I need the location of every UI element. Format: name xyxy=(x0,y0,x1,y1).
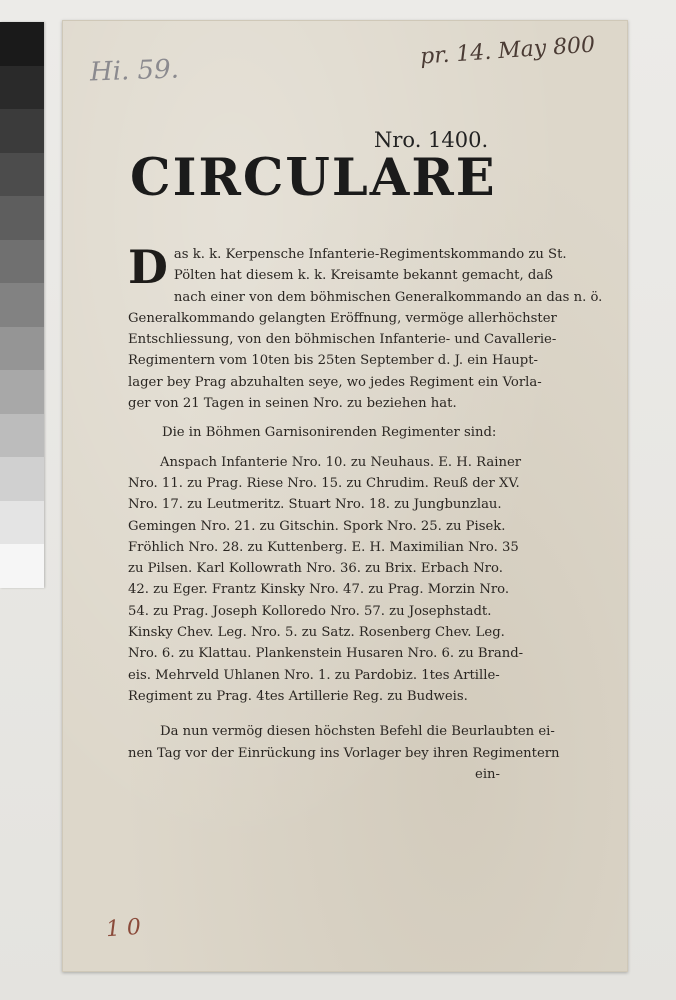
handwritten-red-annotation: 1 0 xyxy=(105,914,142,943)
regiment-line: Nro. 6. zu Klattau. Plankenstein Husaren Nro. 6. zu Brand- xyxy=(128,646,524,662)
regiment-line: Anspach Infanterie Nro. 10. zu Neuhaus. E. H. Rainer xyxy=(160,454,522,470)
handwritten-date-annotation: pr. 14. May 800 xyxy=(419,32,596,70)
handwritten-pencil-annotation: Hi. 59. xyxy=(89,54,180,88)
text-line: Generalkommando gelangten Eröffnung, vermöge allerhöchster xyxy=(128,310,557,326)
text-line: lager bey Prag abzuhalten seye, wo jedes Regiment ein Vorla- xyxy=(128,374,542,390)
text-line: Regimentern vom 10ten bis 25ten September d. J. ein Haupt- xyxy=(128,353,538,369)
gray-swatch xyxy=(0,22,44,66)
gray-swatch xyxy=(0,283,44,327)
document-title: CIRCULARE xyxy=(130,148,497,208)
text-line: ger von 21 Tagen in seinen Nro. zu beziehen hat. xyxy=(128,396,457,412)
gray-swatch xyxy=(0,544,44,588)
text-line: as k. k. Kerpensche Infanterie-Regimentskommando zu St. xyxy=(173,247,567,262)
gray-swatch xyxy=(0,109,44,153)
document-number: Nro. 1400. xyxy=(374,128,489,152)
regiment-line: Regiment zu Prag. 4tes Artillerie Reg. zu Budweis. xyxy=(128,688,468,704)
text-line: Da nun vermög diesen höchsten Befehl die Beurlaubten ei- xyxy=(160,724,555,740)
catchword: ein- xyxy=(475,766,500,782)
regiment-line: 42. zu Eger. Frantz Kinsky Nro. 47. zu Prag. Morzin Nro. xyxy=(128,582,510,598)
drop-cap: D xyxy=(128,240,168,294)
paragraph-intro xyxy=(128,240,603,414)
regiment-line: Nro. 11. zu Prag. Riese Nro. 15. zu Chrudim. Reuß der XV. xyxy=(128,475,520,491)
document-body xyxy=(128,240,603,785)
gray-swatch xyxy=(0,240,44,284)
regiment-line: Gemingen Nro. 21. zu Gitschin. Spork Nro. 25. zu Pisek. xyxy=(128,518,506,534)
paragraph-closing xyxy=(128,721,560,785)
text-line: Entschliessung, von den böhmischen Infanterie- und Cavallerie- xyxy=(128,332,557,348)
regiment-line: Kinsky Chev. Leg. Nro. 5. zu Satz. Rosenberg Chev. Leg. xyxy=(128,625,505,641)
text-line: nen Tag vor der Einrückung ins Vorlager bey ihren Regimentern xyxy=(128,745,560,761)
text-line: nach einer von dem böhmischen Generalkommando an das n. ö. xyxy=(173,289,603,305)
gray-swatch xyxy=(0,66,44,110)
regiment-line: zu Pilsen. Karl Kollowrath Nro. 36. zu Brix. Erbach Nro. xyxy=(128,561,503,577)
grayscale-calibration-strip xyxy=(0,22,44,588)
gray-swatch xyxy=(0,327,44,371)
regiment-line: eis. Mehrveld Uhlanen Nro. 1. zu Pardobiz. 1tes Artille- xyxy=(128,667,500,683)
gray-swatch xyxy=(0,153,44,197)
gray-swatch xyxy=(0,501,44,545)
gray-swatch xyxy=(0,414,44,458)
gray-swatch xyxy=(0,196,44,240)
regiment-line: 54. zu Prag. Joseph Kolloredo Nro. 57. zu Josephstadt. xyxy=(128,603,492,619)
paragraph-regiments-heading: Die in Böhmen Garnisonirenden Regimenter sind: xyxy=(162,425,497,441)
gray-swatch xyxy=(0,457,44,501)
text-line: Pölten hat diesem k. k. Kreisamte bekannt gemacht, daß xyxy=(173,268,553,284)
gray-swatch xyxy=(0,370,44,414)
regiment-list xyxy=(128,452,522,473)
regiment-line: Nro. 17. zu Leutmeritz. Stuart Nro. 18. zu Jungbunzlau. xyxy=(128,497,502,513)
regiment-list-continued xyxy=(128,473,524,707)
regiment-line: Fröhlich Nro. 28. zu Kuttenberg. E. H. Maximilian Nro. 35 xyxy=(128,539,519,555)
